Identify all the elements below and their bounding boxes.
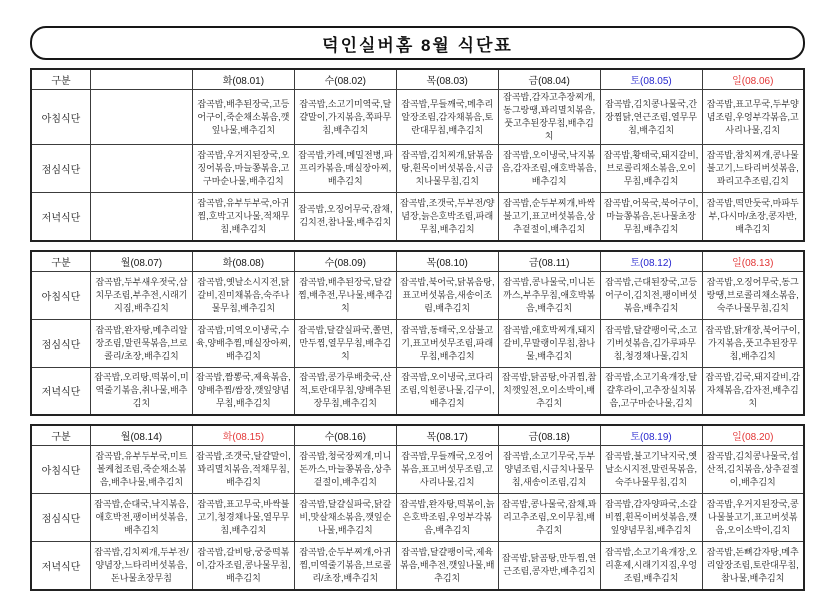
day-header: 금(08.18) xyxy=(498,425,600,446)
day-header: 월(08.07) xyxy=(91,251,193,272)
day-header: 목(08.17) xyxy=(396,425,498,446)
day-header xyxy=(91,69,193,90)
menu-cell: 잡곡밥,김치콩나물국,섭산적,김치볶음,상추겉절이,배추김치 xyxy=(702,446,804,494)
meal-row-label: 점심식단 xyxy=(31,494,91,542)
menu-cell: 잡곡밥,우거지된장국,오징어볶음,마늘쫑볶음,고구마순나물,배추김치 xyxy=(192,145,294,193)
corner-header: 구분 xyxy=(31,425,91,446)
menu-cell: 잡곡밥,소고기무국,두부양념조림,시금치나물무침,새송이조림,김치 xyxy=(498,446,600,494)
menu-table-week-3 xyxy=(30,424,805,591)
menu-cell: 잡곡밥,북어국,닭볶음탕,표고버섯볶음,새송이조림,배추김치 xyxy=(396,271,498,319)
menu-cell: 잡곡밥,오리탕,떡볶이,미역줄기볶음,취나물,배추김치 xyxy=(91,367,193,415)
title-box xyxy=(30,26,805,60)
meal-row xyxy=(31,367,804,415)
menu-cell: 잡곡밥,옛날소시지전,닭갈비,진미채볶음,숙주나물무침,배추김치 xyxy=(192,271,294,319)
day-header: 수(08.16) xyxy=(294,425,396,446)
day-header: 금(08.11) xyxy=(498,251,600,272)
day-header-row xyxy=(31,425,804,446)
menu-cell: 잡곡밥,오이냉국,코다리조림,익힌콩나물,김구이,배추김치 xyxy=(396,367,498,415)
menu-cell xyxy=(91,90,193,145)
menu-table-week-2 xyxy=(30,250,805,417)
menu-cell: 잡곡밥,조갯국,두부전/양념장,늙은호박조림,파래무침,배추김치 xyxy=(396,193,498,241)
meal-row-label: 저녁식단 xyxy=(31,542,91,590)
menu-cell: 잡곡밥,표고무국,두부양념조림,우엉부각볶음,고사리나물,김치 xyxy=(702,90,804,145)
day-header: 화(08.01) xyxy=(192,69,294,90)
day-header: 일(08.06) xyxy=(702,69,804,90)
menu-cell: 잡곡밥,달걀팽이국,소고기버섯볶음,김가루파무침,청경채나물,김치 xyxy=(600,319,702,367)
menu-cell: 잡곡밥,오징어무국,동그랑땡,브로콜리채소볶음,숙주나물무침,김치 xyxy=(702,271,804,319)
menu-cell: 잡곡밥,떡만둣국,마파두부,다시마/초장,콩자반,배추김치 xyxy=(702,193,804,241)
meal-row xyxy=(31,542,804,590)
day-header: 토(08.12) xyxy=(600,251,702,272)
day-header: 토(08.19) xyxy=(600,425,702,446)
meal-row xyxy=(31,494,804,542)
menu-cell xyxy=(91,145,193,193)
menu-cell: 잡곡밥,김치찌개,두부전/양념장,느타리버섯볶음,돈나물초장무침 xyxy=(91,542,193,590)
menu-cell xyxy=(91,193,193,241)
menu-cell: 잡곡밥,무들깨국,오징어볶음,표고버섯무조림,고사리나물,김치 xyxy=(396,446,498,494)
menu-cell: 잡곡밥,김국,돼지갈비,감자채볶음,감자전,배추김치 xyxy=(702,367,804,415)
day-header: 월(08.14) xyxy=(91,425,193,446)
meal-row-label: 저녁식단 xyxy=(31,193,91,241)
meal-row-label: 아침식단 xyxy=(31,271,91,319)
corner-header: 구분 xyxy=(31,69,91,90)
menu-cell: 잡곡밥,근대된장국,고등어구이,김치전,팽이버섯볶음,배추김치 xyxy=(600,271,702,319)
menu-cell: 잡곡밥,배추된장국,고등어구이,죽순채소볶음,깻잎나물,배추김치 xyxy=(192,90,294,145)
day-header: 목(08.03) xyxy=(396,69,498,90)
menu-cell: 잡곡밥,우거지된장국,콩나물불고기,표고버섯볶음,오이소박이,김치 xyxy=(702,494,804,542)
menu-cell: 잡곡밥,콩나물국,잡채,꽈리고추조림,오이무침,배추김치 xyxy=(498,494,600,542)
corner-header: 구분 xyxy=(31,251,91,272)
meal-row-label: 점심식단 xyxy=(31,145,91,193)
page-title: 덕인실버홈 8월 식단표 xyxy=(322,35,513,55)
day-header-row xyxy=(31,251,804,272)
menu-cell: 잡곡밥,갈비탕,궁중떡볶이,감자조림,콩나물무침,배추김치 xyxy=(192,542,294,590)
menu-cell: 잡곡밥,콩가루배춧국,산적,토란대무침,양배추된장무침,배추김치 xyxy=(294,367,396,415)
menu-cell: 잡곡밥,닭개장,북어구이,가지볶음,풋고추된장무침,배추김치 xyxy=(702,319,804,367)
menu-cell: 잡곡밥,동태국,오삼불고기,표고버섯무조림,파래무침,배추김치 xyxy=(396,319,498,367)
menu-cell: 잡곡밥,완자탕,메추리알장조림,말린묵볶음,브로콜리/초장,배추김치 xyxy=(91,319,193,367)
day-header: 목(08.10) xyxy=(396,251,498,272)
menu-cell: 잡곡밥,배추된장국,달걀찜,배추전,무나물,배추김치 xyxy=(294,271,396,319)
menu-cell: 잡곡밥,참치찌개,콩나물불고기,느타리버섯볶음,꽈리고추조림,김치 xyxy=(702,145,804,193)
day-header: 화(08.08) xyxy=(192,251,294,272)
menu-cell: 잡곡밥,어묵국,북어구이,마늘쫑볶음,돈나물초장무침,배추김치 xyxy=(600,193,702,241)
day-header: 금(08.04) xyxy=(498,69,600,90)
day-header: 화(08.15) xyxy=(192,425,294,446)
menu-cell: 잡곡밥,카레,메밀전병,파프리카볶음,매실장아찌,배추김치 xyxy=(294,145,396,193)
menu-cell: 잡곡밥,두부새우젓국,삼치무조림,부추전,시래기지짐,배추김치 xyxy=(91,271,193,319)
menu-cell: 잡곡밥,달걀실파국,쫄면,만두찜,열무무침,배추김치 xyxy=(294,319,396,367)
day-header: 일(08.13) xyxy=(702,251,804,272)
menu-cell: 잡곡밥,달걀팽이국,제육볶음,배추전,깻잎나물,배추김치 xyxy=(396,542,498,590)
day-header-row xyxy=(31,69,804,90)
menu-cell: 잡곡밥,유부두부국,아귀찜,호박고지나물,적채무침,배추김치 xyxy=(192,193,294,241)
menu-cell: 잡곡밥,달걀실파국,닭갈비,맛살채소볶음,깻잎순나물,배추김치 xyxy=(294,494,396,542)
meal-row-label: 아침식단 xyxy=(31,90,91,145)
menu-cell: 잡곡밥,오징어무국,잡채,김치전,참나물,배추김치 xyxy=(294,193,396,241)
meal-row-label: 저녁식단 xyxy=(31,367,91,415)
meal-row-label: 점심식단 xyxy=(31,319,91,367)
menu-cell: 잡곡밥,소고기미역국,달걀말이,가지볶음,쪽파무침,배추김치 xyxy=(294,90,396,145)
meal-row-label: 아침식단 xyxy=(31,446,91,494)
meal-row xyxy=(31,90,804,145)
menu-cell: 잡곡밥,닭곰탕,만두찜,연근조림,콩자반,배추김치 xyxy=(498,542,600,590)
menu-table-week-1 xyxy=(30,68,805,242)
menu-cell: 잡곡밥,황태국,돼지갈비,브로콜리채소볶음,오이무침,배추김치 xyxy=(600,145,702,193)
menu-cell: 잡곡밥,콩나물국,미니돈까스,부추무침,애호박볶음,배추김치 xyxy=(498,271,600,319)
menu-cell: 잡곡밥,완자탕,떡볶이,늙은호박조림,우엉부각볶음,배추김치 xyxy=(396,494,498,542)
menu-cell: 잡곡밥,무들깨국,메추리알장조림,감자채볶음,토란대무침,배추김치 xyxy=(396,90,498,145)
menu-cell: 잡곡밥,김치찌개,닭볶음탕,흰목이버섯볶음,시금치나물무침,김치 xyxy=(396,145,498,193)
menu-cell: 잡곡밥,감자양파국,소갈비찜,흰목이버섯볶음,깻잎양념무침,배추김치 xyxy=(600,494,702,542)
meal-row xyxy=(31,319,804,367)
meal-row xyxy=(31,193,804,241)
menu-cell: 잡곡밥,순두부찌개,아귀찜,미역줄기볶음,브로콜리/초장,배추김치 xyxy=(294,542,396,590)
day-header: 토(08.05) xyxy=(600,69,702,90)
menu-cell: 잡곡밥,짬뽕국,제육볶음,양배추찜/쌈장,깻잎양념무침,배추김치 xyxy=(192,367,294,415)
meal-row xyxy=(31,271,804,319)
menu-cell: 잡곡밥,소고기육개장,달걀후라이,고추장실치볶음,고구마순나물,김치 xyxy=(600,367,702,415)
menu-cell: 잡곡밥,소고기육개장,오리훈제,시래기지짐,우엉조림,배추김치 xyxy=(600,542,702,590)
weekly-menu-tables xyxy=(30,68,805,591)
menu-cell: 잡곡밥,조갯국,달걀말이,꽈리멸치볶음,적채무침,배추김치 xyxy=(192,446,294,494)
menu-cell: 잡곡밥,미역오이냉국,수육,양배추찜,매실장아찌,배추김치 xyxy=(192,319,294,367)
menu-cell: 잡곡밥,김치콩나물국,간장찜닭,연근조림,열무무침,배추김치 xyxy=(600,90,702,145)
day-header: 일(08.20) xyxy=(702,425,804,446)
meal-row xyxy=(31,145,804,193)
menu-cell: 잡곡밥,유부두부국,미트볼케첩조림,죽순채소볶음,배추나물,배추김치 xyxy=(91,446,193,494)
day-header: 수(08.09) xyxy=(294,251,396,272)
menu-cell: 잡곡밥,청국장찌개,미니돈까스,마늘쫑볶음,상추겉절이,배추김치 xyxy=(294,446,396,494)
menu-cell: 잡곡밥,불고기낙지국,옛날소시지전,말린묵볶음,숙주나물무침,김치 xyxy=(600,446,702,494)
menu-cell: 잡곡밥,순두부찌개,바싹불고기,표고버섯볶음,상추겉절이,배추김치 xyxy=(498,193,600,241)
menu-cell: 잡곡밥,돈뼈감자탕,메추리알장조림,토란대무침,참나물,배추김치 xyxy=(702,542,804,590)
menu-cell: 잡곡밥,순대국,낙지볶음,애호박전,팽이버섯볶음,배추김치 xyxy=(91,494,193,542)
day-header: 수(08.02) xyxy=(294,69,396,90)
menu-cell: 잡곡밥,애호박찌개,돼지갈비,무말랭이무침,참나물,배추김치 xyxy=(498,319,600,367)
menu-cell: 잡곡밥,표고무국,바싹불고기,청경채나물,열무무침,배추김치 xyxy=(192,494,294,542)
meal-row xyxy=(31,446,804,494)
menu-cell: 잡곡밥,닭곰탕,아귀찜,참치깻잎전,오이소박이,배추김치 xyxy=(498,367,600,415)
menu-cell: 잡곡밥,오이냉국,낙지볶음,감자조림,애호박볶음,배추김치 xyxy=(498,145,600,193)
menu-cell: 잡곡밥,감자고추장찌개,동그랑땡,꽈리멸치볶음,풋고추된장무침,배추김치 xyxy=(498,90,600,145)
